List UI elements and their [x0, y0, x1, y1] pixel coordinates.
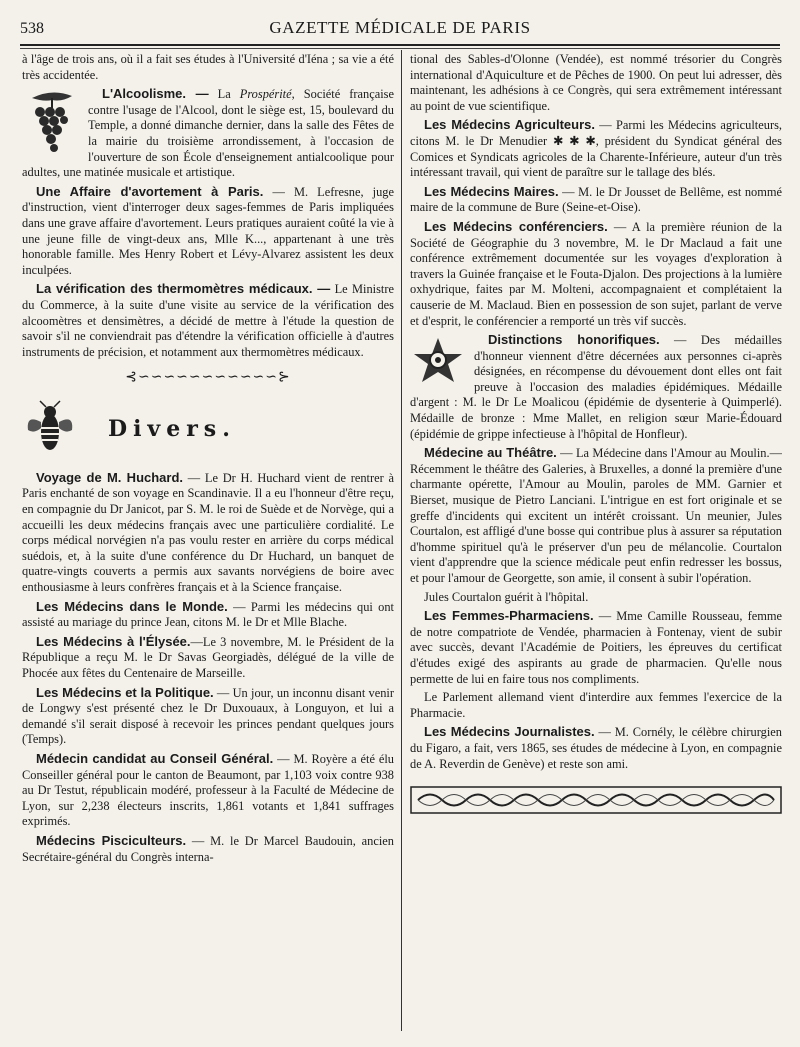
pharmaciens-text: — Mme Camille Rousseau, femme de notre compatriote de Vendée, pharmacien à Fontenay, vient de subir avec succès, devant l'Académie de Poitiers, les épreuves du certificat d'études exigé des aspirants au grade de pharmacien. Qu'elle nous permette de lui en faire tous nos compliments. — [410, 609, 782, 686]
article-distinctions — [410, 332, 782, 442]
article-agriculteurs — [410, 117, 782, 180]
grapes-icon — [22, 88, 80, 160]
header-rule-thin — [20, 48, 780, 49]
conferenciers-text: — A la première réunion de la Société de Géographie du 3 novembre, M. le Dr Maclaud a fait une conférence extrêmement documentée sur les voyages d'exploration à travers la Guinée française et le Fouta-Djalon. Des projections à la lumière oxhydrique, faites par M. Molteni, accompagnaient et complétaient la causerie de M. Maclaud. Bien en possession de son sujet, parlant de verve et d'esprit, le conférencier a remporté un très vif succès. — [410, 219, 782, 328]
pisciculteurs-text: — M. le Dr Marcel Baudouin, ancien Secrétaire-général du Congrès interna- — [22, 833, 394, 864]
alcoolisme-text-b: , Société française contre l'usage de l'Alcool, dont le siège est, 15, boulevard du Temple, a donné dimanche dernier, dans la salle des Fêtes de la mairie du troisième arrondissement, à l'occasion de l'ouverture de son École d'enseignement antialcoolique pour adultes, une matinée musicale et artistique. — [22, 87, 394, 180]
article-avortement — [22, 184, 394, 279]
agriculteurs-text: — Parmi les Médecins agriculteurs, citons M. le Dr Menudier ✱ ✱ ✱, président du Syndicat général des Comices et Syndicats agricoles de la Charente-Inférieure, auteur d'un très intéressant travail, qui vient de paraître sur le tallage des blés. — [410, 118, 782, 180]
right-column — [410, 52, 782, 1031]
article-conferenciers — [410, 219, 782, 329]
elysee-title: Les Médecins à l'Élysée. — [36, 633, 191, 649]
alcoolisme-text-a: La — [208, 87, 240, 102]
article-huchard — [22, 470, 394, 596]
intro-paragraph: à l'âge de trois ans, où il a fait ses études à l'Université d'Iéna ; sa vie a été très accidentée. — [22, 52, 394, 82]
left-column — [22, 52, 394, 1031]
article-thermometres — [22, 281, 394, 360]
article-candidat — [22, 751, 394, 830]
thermometres-text: Le Ministre du Commerce, à la suite d'une visite au service de la vérification des alcoomètres et densimètres, a décidé de mettre à l'étude la question de savoir s'il ne conviendrait pas d'étendre la vérification officielle à d'autres instruments de précision, et notamment aux thermomètres médicaux. — [22, 282, 394, 359]
journalistes-text: — M. Cornély, le célèbre chirurgien du Figaro, a fait, vers 1865, ses études de médecine à Lyon, en compagnie de A. Reverdin de Genève) et reste son ami. — [410, 725, 782, 771]
article-theatre — [410, 445, 782, 586]
divers-title: Divers. — [108, 416, 236, 443]
column-divider — [401, 50, 402, 1031]
maires-title: Les Médecins Maires. — [424, 183, 559, 199]
page-number: 538 — [20, 20, 44, 37]
avortement-text: — M. Lefresne, juge d'instruction, vient d'interroger deux sages-femmes de Paris impliquées dans une grave affaire d'avortement. Leurs pratiques auraient coûté la vie à une jeune fille de vingt-deux ans, Mlle K..., appartenant à une très honorable famille. Mes Henry Robert et Lévy-Alvarez assistent les deux inculpées. — [22, 184, 394, 277]
pisciculteurs-continued: tional des Sables-d'Olonne (Vendée), est nommé trésorier du Congrès international d'Aquiculture et de Pêches de 1900. On peut lui adresser, dès maintenant, les adhésions à ce Congrès, qui sera extrêmement intéressant au point de vue scientifique. — [410, 52, 782, 113]
alcoolisme-ital: Prospérité — [239, 87, 292, 102]
article-maires — [410, 184, 782, 216]
distinctions-title: Distinctions honorifiques. — [488, 332, 660, 348]
page-header — [20, 14, 780, 44]
maires-text: — M. le Dr Jousset de Bellême, est nommé maire de la commune de Bure (Seine-et-Oise). — [410, 184, 782, 215]
ornamental-rule: ⊰∽∽∽∽∽∽∽∽∽∽∽⊱ — [125, 370, 291, 386]
header-rule — [20, 44, 780, 46]
medal-icon — [410, 334, 466, 392]
avortement-title: Une Affaire d'avortement à Paris. — [36, 183, 264, 199]
article-monde — [22, 599, 394, 631]
article-pisciculteurs — [22, 833, 394, 865]
monde-text: — Parmi les médecins qui ont assisté au mariage du prince Jean, citons M. le Dr et Mlle Blache. — [22, 599, 394, 630]
huchard-text: — Le Dr H. Huchard vient de rentrer à Paris enchanté de son voyage en Scandinavie. Il a eu l'honneur d'être reçu, en compagnie du Dr Janicot, par S. M. le roi de Suède et de Norvège, qui a accueilli les deux médecins français avec une particulière cordialité. Le corps médical norvégien n'a pas voulu rester en arrière du corps médical suédois, et, à la suite d'une conférence du Dr Huchard, un banquet de quatre-vingts couverts a permis aux savants norvégiens de boire avec enthousiasme à leurs confrères français et à la Science française. — [22, 470, 394, 595]
ornamental-border — [410, 785, 782, 815]
article-elysee — [22, 634, 394, 682]
conferenciers-title: Les Médecins conférenciers. — [424, 218, 608, 234]
politique-text: — Un jour, un inconnu disant venir de Longwy s'est présenté chez le Dr Duxouaux, à Longuyon, et lui a demandé s'il serait disposé à recevoir les princes pendant quelques jours (Temps). — [22, 685, 394, 747]
candidat-title: Médecin candidat au Conseil Général. — [36, 750, 274, 766]
elysee-text: —Le 3 novembre, M. le Président de la République a reçu M. le Dr Savas Georgiadès, délégué de la ville de Phocée aux fêtes du Centenaire de Marseille. — [22, 634, 394, 680]
article-pharmaciens — [410, 608, 782, 687]
politique-title: Les Médecins et la Politique. — [36, 684, 214, 700]
pharmaciens-title: Les Femmes-Pharmaciens. — [424, 608, 594, 624]
pisciculteurs-title: Médecins Pisciculteurs. — [36, 832, 187, 848]
bee-icon — [22, 400, 78, 460]
theatre-end: Jules Courtalon guérit à l'hôpital. — [424, 589, 589, 604]
pharmaciens-second: Le Parlement allemand vient d'interdire aux femmes l'exercice de la Pharmacie. — [410, 690, 782, 720]
agriculteurs-title: Les Médecins Agriculteurs. — [424, 117, 595, 133]
monde-title: Les Médecins dans le Monde. — [36, 598, 228, 614]
divers-heading — [22, 400, 394, 460]
running-title: GAZETTE MÉDICALE DE PARIS — [269, 18, 531, 37]
article-politique — [22, 685, 394, 748]
journalistes-title: Les Médecins Journalistes. — [424, 724, 595, 740]
theatre-title: Médecine au Théâtre. — [424, 445, 557, 461]
huchard-title: Voyage de M. Huchard. — [36, 469, 184, 485]
article-alcoolisme — [22, 86, 394, 181]
candidat-text: — M. Royère a été élu Conseiller général pour le canton de Beaumont, par 1,103 voix contre 938 au Dr Testut, républicain modéré, professeur à la Faculté de Médecine de Lyon, sur 2,238 électeurs inscrits, 1,861 votants et 1,841 suffrages exprimés. — [22, 751, 394, 829]
distinctions-text: — Des médailles d'honneur viennent d'être décernées aux personnes ci-après désignées, en récompense du dévouement dont elles ont fait preuve à l'occasion des maladies épidémiques. Médaille d'argent : M. le Dr Le Moalicou (épidémie de dysenterie à Quimperlé). Médaille de bronze : Mme Mallet, en religion sœur Marie-Édouard (épidémie de grippe infectieuse à l'hôpital de Honfleur). — [410, 333, 782, 441]
alcoolisme-title: L'Alcoolisme. — — [102, 86, 209, 102]
theatre-text: — La Médecine dans l'Amour au Moulin.— Récemment le théâtre des Galeries, à Bruxelles, a donné la première d'une charmante opérette, l'Amour au Moulin, paroles de MM. Garnier et Bierset, musique de Pietro Lanciani. L'intrigue en est fort originale et se greffe d'incidents qui excitent un intérêt croissant. Un meunier, Jules Courtalon, est affligé d'une bosse qui contribue plus à assurer sa réputation d'homme spirituel qu'à le préserver d'un peu de mélancolie. Courtalon vient d'apprendre que la science médicale peut enfin redresser les bossus, et pour l'amour de Georgette, son amie, il consent à subir l'opération. — [410, 446, 782, 585]
thermometres-title: La vérification des thermomètres médicaux. — — [36, 281, 331, 297]
article-journalistes — [410, 724, 782, 772]
